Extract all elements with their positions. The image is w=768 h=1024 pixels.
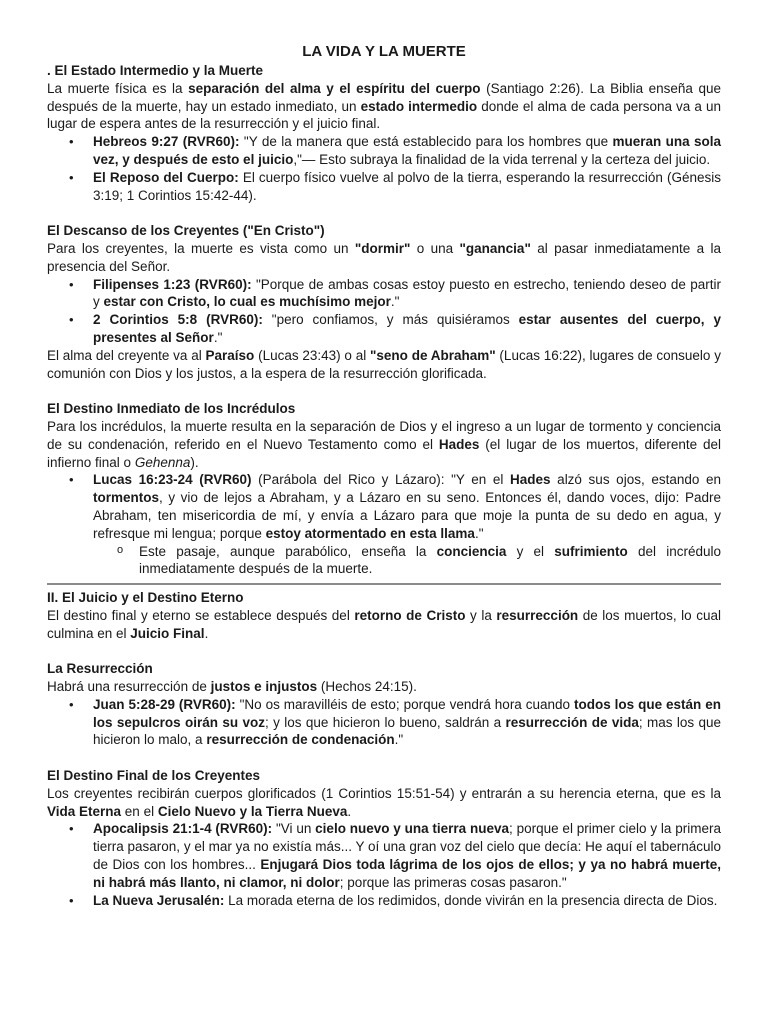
paragraph-resurrection: Habrá una resurrección de justos e injustos (Hechos 24:15). <box>47 679 417 695</box>
paragraph-physical-death: La muerte física es la separación del alma y el espíritu del cuerpo (Santiago 2:26). La Biblia enseña que después de la muerte, hay un estado inmediato, un estado intermedio donde el alma de cada persona va a un lugar de espera antes de la resurrección y el juicio final. <box>47 80 721 132</box>
section-heading-resurrection: La Resurrección <box>47 661 153 677</box>
paragraph-final-destiny: El destino final y eterno se establece después del retorno de Cristo y la resurrección de los muertos, lo cual culmina en el Juicio Final. <box>47 607 721 641</box>
bullet-apocalipsis: • Apocalipsis 21:1-4 (RVR60): "Vi un cielo nuevo y una tierra nueva; porque el primer cielo y la primera tierra pasaron, y el mar ya no existía más... Y oí una gran voz del cielo que decía: He aquí el tabernáculo de Dios con los hombres... Enjugará Dios toda lágrima de los ojos de ellos; y ya no habrá muerte, ni habrá más llanto, ni clamor, ni dolor; porque las primeras cosas pasaron." <box>93 820 721 891</box>
section-heading-unbelievers-destiny: El Destino Inmediato de los Incrédulos <box>47 401 296 417</box>
section-heading-intermediate-state: . El Estado Intermedio y la Muerte <box>47 63 264 78</box>
document-title: LA VIDA Y LA MUERTE <box>302 43 466 60</box>
sub-list <box>93 543 721 579</box>
bullet-list <box>47 276 721 347</box>
bullet-hebreos: • Hebreos 9:27 (RVR60): "Y de la manera que está establecido para los hombres que mueran una sola vez, y después de esto el juicio,"— Esto subraya la finalidad de la vida terrenal y la certeza del juicio. <box>93 133 721 169</box>
bullet-juan: • Juan 5:28-29 (RVR60): "No os maravilléis de esto; porque vendrá hora cuando todos los que están en los sepulcros oirán su voz; y los que hicieron lo bueno, saldrán a resurrección de vida; mas los que hicieron lo malo, a resurrección de condenación." <box>93 696 721 749</box>
paragraph-glorified-bodies: Los creyentes recibirán cuerpos glorificados (1 Corintios 15:51-54) y entrarán a su herencia eterna, que es la Vida Eterna en el Cielo Nuevo y la Tierra Nueva. <box>47 785 721 819</box>
bullet-list <box>47 471 721 578</box>
paragraph-believers-death: Para los creyentes, la muerte es vista como un "dormir" o una "ganancia" al pasar inmediatamente a la presencia del Señor. <box>47 240 721 274</box>
paragraph-paradise: El alma del creyente va al Paraíso (Lucas 23:43) o al "seno de Abraham" (Lucas 16:22), lugares de consuelo y comunión con Dios y los justos, a la espera de la resurrección glorificada. <box>47 347 721 381</box>
section-heading-believers-final-destiny: El Destino Final de los Creyentes <box>47 768 261 784</box>
section-heading-judgment: II. El Juicio y el Destino Eterno <box>47 590 244 606</box>
bullet-nueva-jerusalen: • La Nueva Jerusalén: La morada eterna de los redimidos, donde vivirán en la presencia directa de Dios. <box>93 892 721 910</box>
section-heading-believers-rest: El Descanso de los Creyentes ("En Cristo") <box>47 223 325 239</box>
horizontal-divider <box>47 583 721 585</box>
bullet-list <box>47 133 721 204</box>
bullet-lucas: • Lucas 16:23-24 (RVR60) (Parábola del Rico y Lázaro): "Y en el Hades alzó sus ojos, estando en tormentos, y vio de lejos a Abraham, y a Lázaro en su seno. Entonces él, dando voces, dijo: Padre Abraham, ten misericordia de mí, y envía a Lázaro para que moje la punta de su dedo en agua, y refresque mi lengua; porque estoy atormentado en esta llama." o Este pasaje, aunque parabólico, enseña la conciencia y el sufrimiento del incrédulo inmediatamente después de la muerte. <box>93 471 721 578</box>
paragraph-unbelievers: Para los incrédulos, la muerte resulta en la separación de Dios y el ingreso a un lugar de tormento y conciencia de su condenación, referido en el Nuevo Testamento como el Hades (el lugar de los muertos, diferente del infierno final o Gehenna). <box>47 418 721 470</box>
bullet-filipenses: • Filipenses 1:23 (RVR60): "Porque de ambas cosas estoy puesto en estrecho, teniendo deseo de partir y estar con Cristo, lo cual es muchísimo mejor." <box>93 276 721 312</box>
bullet-corintios: • 2 Corintios 5:8 (RVR60): "pero confiamos, y más quisiéramos estar ausentes del cuerpo, y presentes al Señor." <box>93 311 721 347</box>
sub-bullet-parable-note: o Este pasaje, aunque parabólico, enseña la conciencia y el sufrimiento del incrédulo inmediatamente después de la muerte. <box>139 543 721 579</box>
bullet-reposo-cuerpo: • El Reposo del Cuerpo: El cuerpo físico vuelve al polvo de la tierra, esperando la resurrección (Génesis 3:19; 1 Corintios 15:42-44). <box>93 169 721 205</box>
bullet-list <box>47 820 721 909</box>
bullet-list <box>47 696 721 749</box>
